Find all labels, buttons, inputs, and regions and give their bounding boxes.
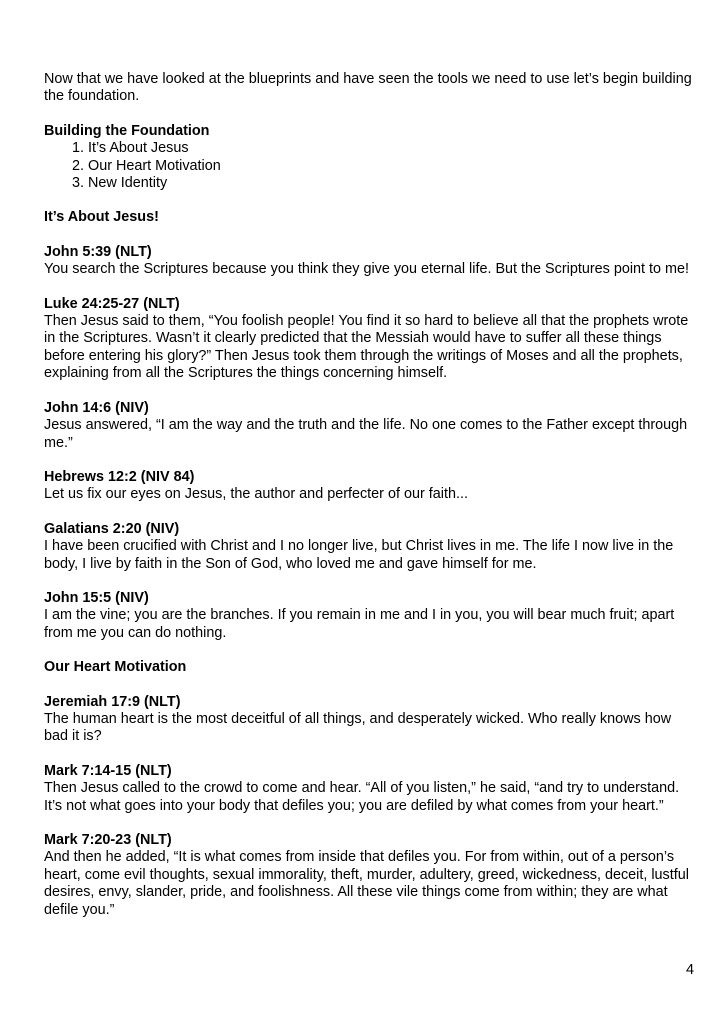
foundation-list xyxy=(44,140,694,192)
passage-text: I have been crucified with Christ and I no longer live, but Christ lives in me. The life I now live in the body, I live by faith in the Son of God, who loved me and gave himself for me. xyxy=(44,538,674,572)
section-heading-about-jesus: It’s About Jesus! xyxy=(44,209,159,226)
passage-ref: Galatians 2:20 (NIV) xyxy=(44,520,180,537)
passage-text: Jesus answered, “I am the way and the truth and the life. No one comes to the Father except through me.” xyxy=(44,417,688,451)
passage-ref: Mark 7:20-23 (NLT) xyxy=(44,832,172,848)
passage-john-14-6 xyxy=(44,400,694,452)
passage-luke-24-25 xyxy=(44,296,694,383)
passage-text: The human heart is the most deceitful of all things, and desperately wicked. Who really knows how bad it is? xyxy=(44,710,672,745)
passage-john-5-39 xyxy=(44,244,694,279)
passage-text: I am the vine; you are the branches. If you remain in me and I in you, you will bear much fruit; apart from me you can do nothing. xyxy=(44,607,675,641)
page-number: 4 xyxy=(686,962,695,978)
foundation-item-1: 1. It’s About Jesus xyxy=(88,140,694,157)
passage-ref: John 14:6 (NIV) xyxy=(44,399,149,416)
passage-ref: Jeremiah 17:9 (NLT) xyxy=(44,693,181,710)
passage-ref: Luke 24:25-27 (NLT) xyxy=(44,295,180,312)
intro-paragraph: Now that we have looked at the blueprints and have seen the tools we need to use let’s begin building the foundation. xyxy=(44,71,692,105)
passage-mark-7-20 xyxy=(44,832,694,919)
passage-text: And then he added, “It is what comes from inside that defiles you. For from within, out of a person’s heart, come evil thoughts, sexual immorality, theft, murder, adultery, greed, wickedness, deceit, lustful desires, envy, slander, pride, and foolishness. All these vile things come from within; they are what defile you.” xyxy=(44,849,689,918)
passage-ref: John 5:39 (NLT) xyxy=(44,243,152,260)
foundation-item-3: 3. New Identity xyxy=(88,175,694,192)
passage-text: You search the Scriptures because you think they give you eternal life. But the Scriptures point to me! xyxy=(44,261,690,278)
passage-ref: John 15:5 (NIV) xyxy=(44,589,149,606)
passage-ref: Mark 7:14-15 (NLT) xyxy=(44,762,172,779)
foundation-heading: Building the Foundation xyxy=(44,122,210,139)
foundation-outline xyxy=(44,123,694,193)
passage-text: Then Jesus called to the crowd to come and hear. “All of you listen,” he said, “and try to understand. It’s not what goes into your body that defiles you; you are defiled by what comes from your heart.” xyxy=(44,780,680,814)
passage-text: Then Jesus said to them, “You foolish people! You find it so hard to believe all that the prophets wrote in the Scriptures. Wasn’t it clearly predicted that the Messiah would have to suffer all these things before entering his glory?” Then Jesus took them through the writings of Moses and all the prophets, explaining from all the Scriptures the things concerning himself. xyxy=(44,313,689,382)
passage-ref: Hebrews 12:2 (NIV 84) xyxy=(44,468,195,485)
passage-mark-7-14 xyxy=(44,763,694,815)
passage-text: Let us fix our eyes on Jesus, the author and perfecter of our faith... xyxy=(44,486,468,503)
foundation-item-2: 2. Our Heart Motivation xyxy=(88,158,694,175)
passage-hebrews-12-2 xyxy=(44,469,694,504)
passage-john-15-5 xyxy=(44,590,694,642)
document-page xyxy=(44,71,694,936)
passage-jeremiah-17-9 xyxy=(44,694,694,746)
passage-galatians-2-20 xyxy=(44,521,694,573)
section-heading-heart-motivation: Our Heart Motivation xyxy=(44,659,187,676)
